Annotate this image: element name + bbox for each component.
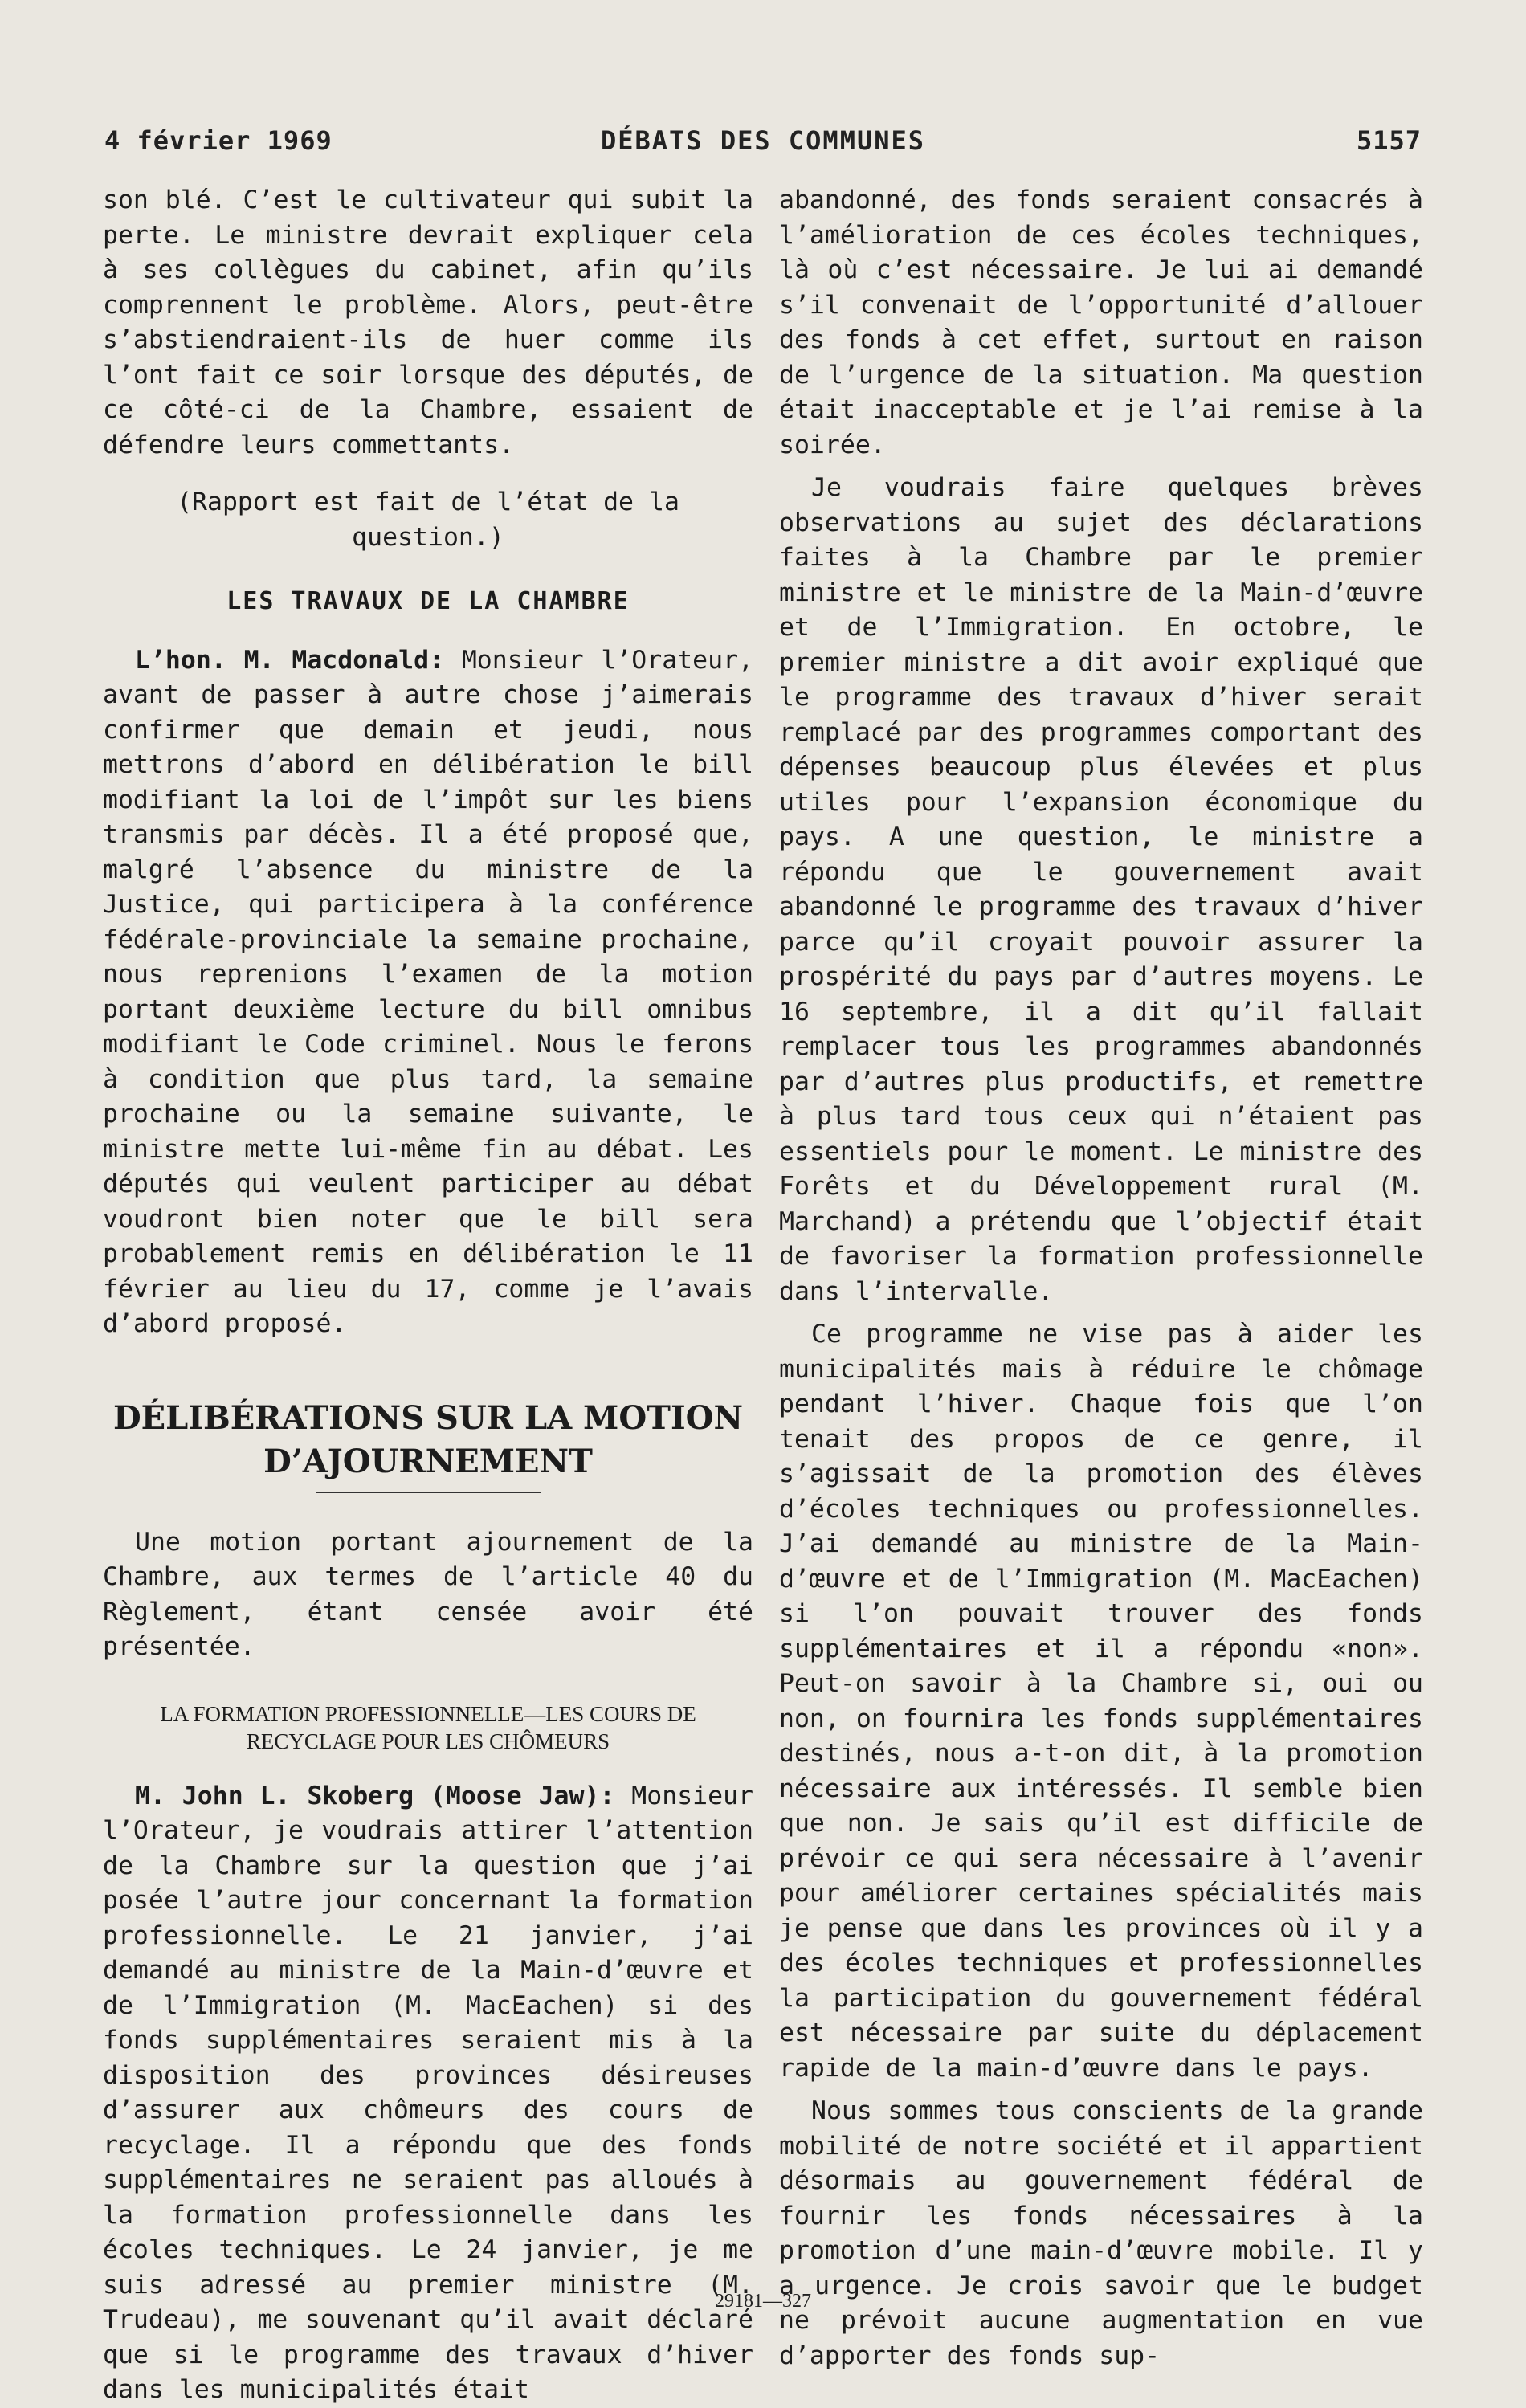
speaker-name: M. John L. Skoberg (Moose Jaw): (135, 1781, 615, 1810)
main-title-adjournment: DÉLIBÉRATIONS SUR LA MOTION D’AJOURNEMENT (112, 1398, 744, 1480)
printer-code: 29181—327 (715, 2291, 811, 2312)
paragraph: Je voudrais faire quelques brèves observations au sujet des déclarations faites à la Chambre par le premier ministre et le ministre de la Main-d’œuvre et de l’Immigration. En octobre, le premier ministre a dit avoir expliqué que le programme des travaux d’hiver serait remplacé par des programmes comportant des dépenses beaucoup plus élevées et plus utiles pour l’expansion économique du pays. A une question, le ministre a répondu que le gouvernement avait abandonné le programme des travaux d’hiver parce qu’il croyait pouvoir assurer la prospérité du pays par d’autres moyens. Le 16 septembre, il a dit qu’il fallait remplacer tous les programmes abandonnés par d’autres plus productifs, et remettre à plus tard tous ceux qui n’étaient pas essentiels pour le moment. Le ministre des Forêts et du Développement rural (M. Marchand) a prétendu que l’objectif était de favoriser la formation professionnelle dans l’intervalle. (779, 473, 1423, 1306)
running-header (104, 125, 1422, 173)
report-note: (Rapport est fait de l’état de la question.) (177, 488, 679, 552)
speech-skoberg (103, 1779, 753, 2408)
motion-statement: Une motion portant ajournement de la Chambre, aux termes de l’article 40 du Règlement, étant censée avoir été présentée. (103, 1527, 753, 1661)
speech-text: Monsieur l’Orateur, je voudrais attirer l’attention de la Chambre sur la question que j’ai posée l’autre jour concernant la formation professionnelle. Le 21 janvier, j’ai demandé au ministre de la Main-d’œuvre et de l’Immigration (M. MacEachen) si des fonds supplémentaires seraient mis à la disposition des provinces désireuses d’assurer aux chômeurs des cours de recyclage. Il a répondu que des fonds supplémentaires ne seraient pas alloués à la formation professionnelle dans les écoles techniques. Le 24 janvier, je me suis adressé au premier ministre (M. Trudeau), me souvenant qu’il avait déclaré que si le programme des travaux d’hiver dans les municipalités était (103, 1781, 754, 2404)
title-underline-rule (316, 1492, 541, 1493)
left-column (103, 183, 753, 2408)
header-publication-title: DÉBATS DES COMMUNES (600, 125, 926, 156)
header-page-number: 5157 (1356, 125, 1422, 156)
paragraph: Nous sommes tous conscients de la grande mobilité de notre société et il appartient désormais au gouvernement fédéral de fournir les fonds nécessaires à la promotion d’une main-d’œuvre mobile. Il y a urgence. Je crois savoir que le budget ne prévoit aucune augmentation en vue d’apporter des fonds sup- (779, 2096, 1423, 2370)
speech-macdonald (103, 643, 753, 1342)
paragraph: abandonné, des fonds seraient consacrés à l’amélioration de ces écoles techniques, là où c’est nécessaire. Je lui ai demandé s’il convenait de l’opportunité d’allouer des fonds à cet effet, surtout en raison de l’urgence de la situation. Ma question était inacceptable et je l’ai remise à la soirée. (779, 186, 1423, 459)
paragraph-continuation: son blé. C’est le cultivateur qui subit la perte. Le ministre devrait expliquer cela à ses collègues du cabinet, afin qu’ils comprennent le problème. Alors, peut-être s’abstiendraient-ils de huer comme ils l’ont fait ce soir lorsque des députés, de ce côté-ci de la Chambre, essaient de défendre leurs commettants. (103, 186, 753, 459)
speech-text: Monsieur l’Orateur, avant de passer à autre chose j’aimerais confirmer que demain et jeudi, nous mettrons d’abord en délibération le bill modifiant la loi de l’impôt sur les biens transmis par décès. Il a été proposé que, malgré l’absence du ministre de la Justice, qui participera à la conférence fédérale-provinciale la semaine prochaine, nous reprenions l’examen de la motion portant deuxième lecture du bill omnibus modifiant le Code criminel. Nous le ferons à condition que plus tard, la semaine prochaine ou la semaine suivante, le ministre mette lui-même fin au débat. Les députés qui veulent participer au débat voudront bien noter que le bill sera probablement remis en délibération le 11 février au lieu du 17, comme je l’avais d’abord proposé. (103, 645, 753, 1338)
paragraph: Ce programme ne vise pas à aider les municipalités mais à réduire le chômage pendant l’hiver. Chaque fois que l’on tenait des propos de ce genre, il s’agissait de la promotion des élèves d’écoles techniques ou professionnelles. J’ai demandé au ministre de la Main-d’œuvre et de l’Immigration (M. MacEachen) si l’on pouvait trouver des fonds supplémentaires et il a répondu «non». Peut-on savoir à la Chambre si, oui ou non, on fournira les fonds supplémentaires destinés, nous a-t-on dit, à la promotion nécessaire aux intéressés. Il semble bien que non. Je sais qu’il est difficile de prévoir ce qui sera nécessaire à l’avenir pour améliorer certaines spécialités mais je pense que dans les provinces où il y a des écoles techniques et professionnelles la participation du gouvernement fédéral est nécessaire par suite du déplacement rapide de la main-d’œuvre dans le pays. (779, 1320, 1423, 2083)
section-heading-house-business: LES TRAVAUX DE LA CHAMBRE (226, 587, 630, 615)
header-date: 4 février 1969 (104, 125, 333, 156)
subheading-vocational-training: LA FORMATION PROFESSIONNELLE—LES COURS DE RECYCLAGE POUR LES CHÔMEURS (160, 1701, 696, 1753)
right-column (779, 183, 1423, 2373)
speaker-name: L’hon. M. Macdonald: (135, 645, 444, 675)
